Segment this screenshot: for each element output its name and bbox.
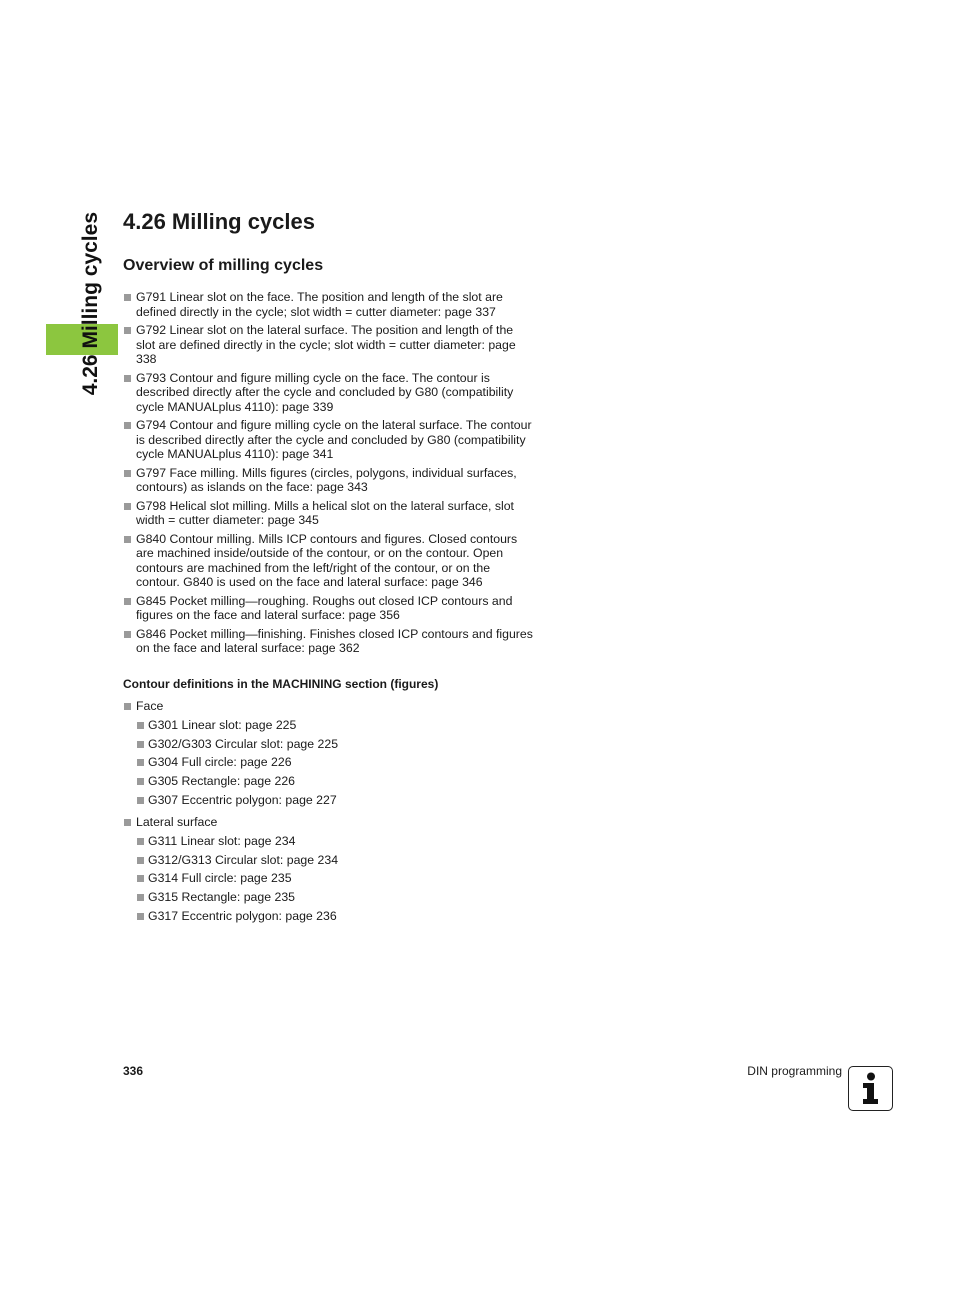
square-bullet-icon xyxy=(137,875,144,882)
list-item xyxy=(123,737,543,756)
page-number: 336 xyxy=(123,1064,144,1078)
list-item-text: G794 Contour and figure milling cycle on the lateral surface. The contour is described directly after the cycle and concluded by G80 (compatibility cycle MANUALplus 4110): page 341 xyxy=(136,418,532,461)
list-item-text: G311 Linear slot: page 234 xyxy=(148,834,296,848)
list-item-text: G307 Eccentric polygon: page 227 xyxy=(148,792,337,807)
list-item-text: G304 Full circle: page 226 xyxy=(148,755,292,770)
square-bullet-icon xyxy=(124,422,131,429)
list-item-text: G314 Full circle: page 235 xyxy=(148,871,292,886)
contour-definitions-heading: Contour definitions in the MACHINING section (figures) xyxy=(123,677,439,691)
face-group-label: Face xyxy=(136,699,164,713)
square-bullet-icon xyxy=(124,703,131,710)
list-item-text: G301 Linear slot: page 225 xyxy=(148,718,297,732)
list-item xyxy=(123,834,543,853)
list-item-text: G798 Helical slot milling. Mills a helical slot on the lateral surface, slot width = cutter diameter: page 345 xyxy=(136,498,514,527)
square-bullet-icon xyxy=(137,778,144,785)
list-item xyxy=(123,871,543,890)
info-icon xyxy=(848,1066,893,1111)
square-bullet-icon xyxy=(137,759,144,766)
face-sublist xyxy=(123,718,543,811)
square-bullet-icon xyxy=(137,894,144,901)
list-item-text: G317 Eccentric polygon: page 236 xyxy=(148,908,337,923)
list-item xyxy=(123,499,533,528)
list-item xyxy=(123,466,533,495)
list-item xyxy=(123,323,533,367)
side-tab-label: 4.26 Milling cycles xyxy=(79,212,102,396)
list-item xyxy=(123,532,533,590)
square-bullet-icon xyxy=(124,327,131,334)
group-label xyxy=(123,815,543,834)
list-item xyxy=(123,853,543,872)
list-item xyxy=(123,418,533,462)
list-item-text: G302/G303 Circular slot: page 225 xyxy=(148,736,339,751)
square-bullet-icon xyxy=(124,470,131,477)
square-bullet-icon xyxy=(137,857,144,864)
square-bullet-icon xyxy=(137,913,144,920)
lateral-group xyxy=(123,815,543,927)
list-item-text: G845 Pocket milling—roughing. Roughs out closed ICP contours and figures on the face and lateral surface: page 356 xyxy=(136,593,513,622)
square-bullet-icon xyxy=(137,722,144,729)
list-item-text: G791 Linear slot on the face. The position and length of the slot are defined directly in the cycle; slot width = cutter diameter: page 337 xyxy=(136,290,503,319)
square-bullet-icon xyxy=(137,797,144,804)
list-item-text: G793 Contour and figure milling cycle on the face. The contour is described directly after the cycle and concluded by G80 (compatibility cycle MANUALplus 4110): page 339 xyxy=(136,370,514,414)
overview-list xyxy=(123,290,533,660)
square-bullet-icon xyxy=(124,294,131,301)
list-item xyxy=(123,755,543,774)
list-item-text: G840 Contour milling. Mills ICP contours and figures. Closed contours are machined inside/outside of the contour, or on the contour. Open contours are machined from the left/right of the contour, or on the contour. G840 is used on the face and lateral surface: page 346 xyxy=(136,531,518,589)
lateral-group-label: Lateral surface xyxy=(136,815,218,829)
footer-title: DIN programming xyxy=(747,1064,842,1078)
square-bullet-icon xyxy=(124,819,131,826)
chapter-title: 4.26 Milling cycles xyxy=(123,209,315,234)
square-bullet-icon xyxy=(124,598,131,605)
list-item xyxy=(123,718,543,737)
list-item-text: G312/G313 Circular slot: page 234 xyxy=(148,852,339,867)
list-item-text: G846 Pocket milling—finishing. Finishes closed ICP contours and figures on the face and lateral surface: page 362 xyxy=(136,626,533,655)
list-item xyxy=(123,594,533,623)
list-item-text: G315 Rectangle: page 235 xyxy=(148,890,295,905)
list-item xyxy=(123,909,543,928)
list-item xyxy=(123,890,543,909)
info-glyph xyxy=(849,1067,892,1110)
square-bullet-icon xyxy=(124,536,131,543)
list-item-text: G305 Rectangle: page 226 xyxy=(148,774,295,789)
list-item-text: G792 Linear slot on the lateral surface. The position and length of the slot are defined directly in the cycle; slot width = cutter diameter: page 338 xyxy=(136,323,516,366)
face-group xyxy=(123,699,543,811)
lateral-sublist xyxy=(123,834,543,927)
square-bullet-icon xyxy=(124,631,131,638)
list-item-text: G797 Face milling. Mills figures (circles, polygons, individual surfaces, contours) as islands on the face: page 343 xyxy=(136,465,517,494)
list-item xyxy=(123,627,533,656)
list-item xyxy=(123,371,533,415)
square-bullet-icon xyxy=(137,741,144,748)
section-title: Overview of milling cycles xyxy=(123,257,324,274)
list-item xyxy=(123,290,533,319)
list-item xyxy=(123,774,543,793)
square-bullet-icon xyxy=(124,375,131,382)
group-label xyxy=(123,699,543,718)
side-tab xyxy=(76,212,106,414)
square-bullet-icon xyxy=(124,503,131,510)
square-bullet-icon xyxy=(137,838,144,845)
list-item xyxy=(123,793,543,812)
